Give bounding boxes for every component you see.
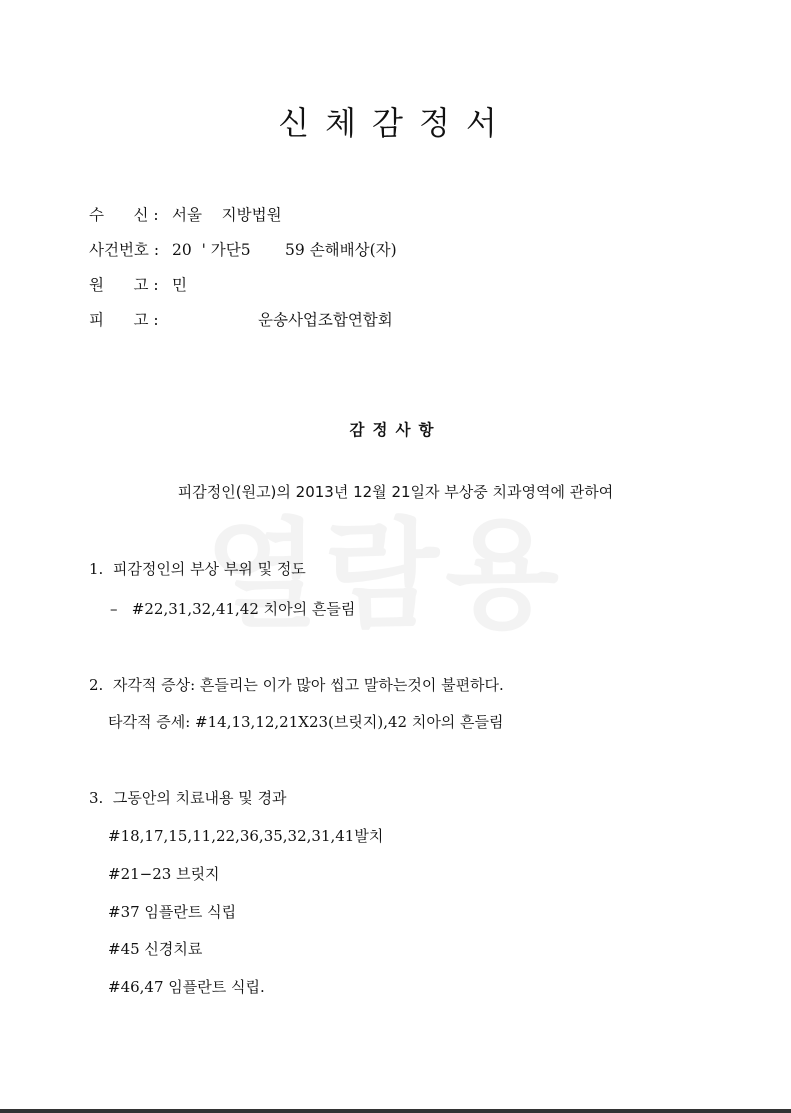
section-title: 감정사항 [349, 421, 442, 439]
defendant-label: 피 고 : [89, 311, 159, 329]
defendant-value: 운송사업조합연합회 [258, 311, 393, 329]
plaintiff-value: 민 [172, 276, 187, 294]
item-3-heading: 3. 그동안의 치료내용 및 경과 [89, 789, 287, 807]
item-3-line: #46,47 임플란트 식립. [108, 978, 265, 996]
document-title: 신체감정서 [278, 104, 513, 142]
recipient-value: 서울 지방법원 [172, 206, 282, 224]
page-edge [0, 1109, 791, 1113]
item-2-line: 타각적 증세: #14,13,12,21X23(브릿지),42 치아의 흔들림 [108, 713, 504, 731]
item-1-heading: 1. 피감정인의 부상 부위 및 정도 [89, 560, 306, 578]
plaintiff-label: 원 고 : [89, 276, 159, 294]
case-number-label: 사건번호 : [89, 241, 160, 259]
recipient-label: 수 신 : [89, 206, 159, 224]
item-2-heading: 2. 자각적 증상: 흔들리는 이가 많아 씹고 말하는것이 불편하다. [89, 676, 504, 694]
item-1-line: – #22,31,32,41,42 치아의 흔들림 [110, 600, 356, 618]
item-3-line: #45 신경치료 [108, 940, 203, 958]
intro-text: 피감정인(원고)의 2013년 12월 21일자 부상중 치과영역에 관하여 [177, 483, 614, 501]
case-number-value: 20 ' 가단5 59 손해배상(자) [172, 241, 397, 259]
item-3-line: #18,17,15,11,22,36,35,32,31,41발치 [108, 827, 384, 845]
item-3-line: #21−23 브릿지 [108, 865, 220, 883]
item-3-line: #37 임플란트 식립 [108, 903, 237, 921]
